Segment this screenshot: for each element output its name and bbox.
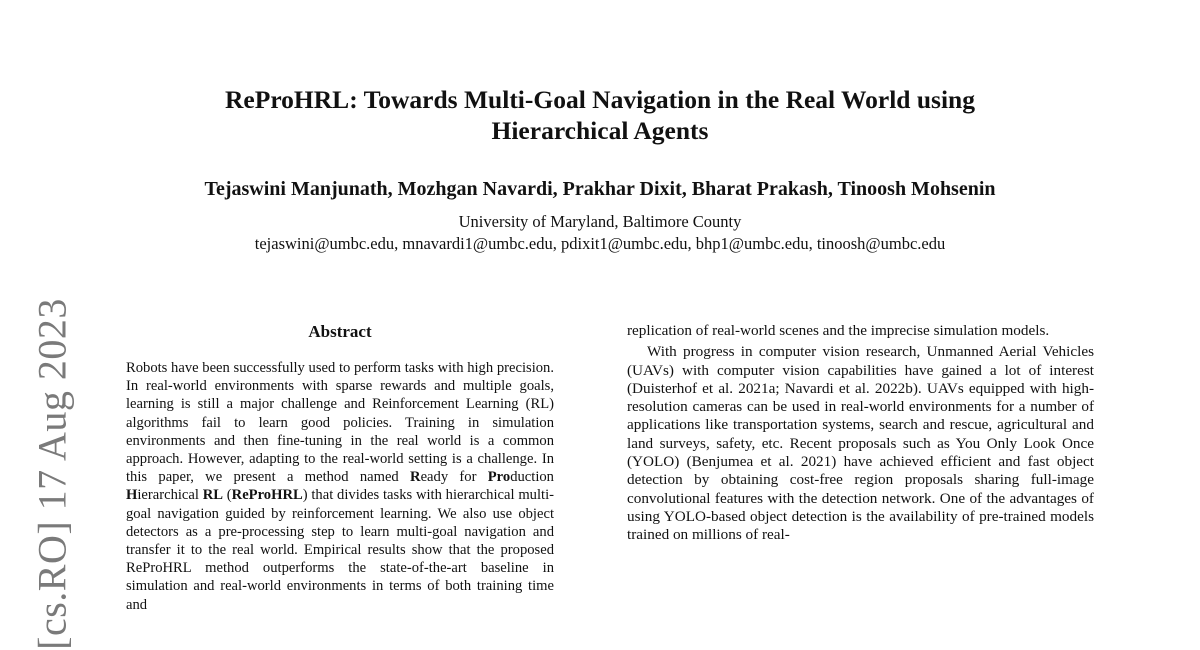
abstract-text-4: ierarchical (137, 487, 203, 504)
abstract-text-1: Robots have been successfully used to perform tasks with high precision. In real-world environments with sparse rewards and multiple goals, learning is still a major challenge and Reinforcement Learning (RL) algorithms fail to learn good policies. Training in simulation environments and then fine-tuning in the real world is a common approach. However, adapting to the real-world setting is a challenge. In this paper, we present a method named (126, 360, 554, 486)
abstract-bold-r: R (410, 469, 421, 486)
abstract-text-6: ) that divides tasks with hierarchical multi-goal navigation guided by reinforcement learning. We also use object detectors as a pre-processing step to learn multi-goal navigation and transfer it to the real world. Empirical results show that the proposed ReProHRL method outperforms the state-of-the-art baseline in simulation and real-world environments in terms of both training time and (126, 487, 555, 613)
intro-paragraph-1: replication of real-world scenes and the imprecise simulation models. (627, 322, 1050, 339)
abstract-text-2: eady for (420, 469, 488, 486)
paper-affiliation: University of Maryland, Baltimore County (458, 212, 742, 231)
right-column-body (627, 322, 1094, 545)
abstract-text-5: ( (223, 487, 232, 504)
abstract-bold-pro: Pro (487, 469, 511, 486)
paper-title-line-1: ReProHRL: Towards Multi-Goal Navigation in the Real World using (225, 85, 975, 114)
arxiv-stamp: [cs.RO] 17 Aug 2023 (29, 298, 75, 650)
abstract-paragraph (126, 359, 554, 614)
paper-authors: Tejaswini Manjunath, Mozhgan Navardi, Prakhar Dixit, Bharat Prakash, Tinoosh Mohsenin (204, 178, 996, 200)
paper-emails: tejaswini@umbc.edu, mnavardi1@umbc.edu, pdixit1@umbc.edu, bhp1@umbc.edu, tinoosh@umbc.edu (254, 234, 946, 253)
paper-title-line-2: Hierarchical Agents (491, 116, 709, 145)
abstract-heading: Abstract (308, 322, 372, 341)
abstract-body (126, 359, 554, 614)
abstract-bold-rl: RL (202, 487, 223, 504)
abstract-bold-h: H (126, 487, 138, 504)
abstract-text-3: duction (510, 469, 554, 486)
paper-title (0, 84, 1200, 146)
intro-paragraph-2: With progress in computer vision research, Unmanned Aerial Vehicles (UAVs) with computer vision capabilities have gained a lot of interest (Duisterhof et al. 2021a; Navardi et al. 2022b). UAVs equipped with high-resolution cameras can be used in real-world environments for a number of applications like transportation systems, search and rescue, agricultural and land surveys, safety, etc. Recent proposals such as You Only Look Once (YOLO) (Benjumea et al. 2021) have achieved efficient and fast object detection by obtaining cost-free region proposals sharing full-image convolutional features with the detection network. One of the advantages of using YOLO-based object detection is the availability of pre-trained models trained on millions of real- (627, 343, 1094, 544)
abstract-bold-name: ReProHRL (231, 487, 303, 504)
